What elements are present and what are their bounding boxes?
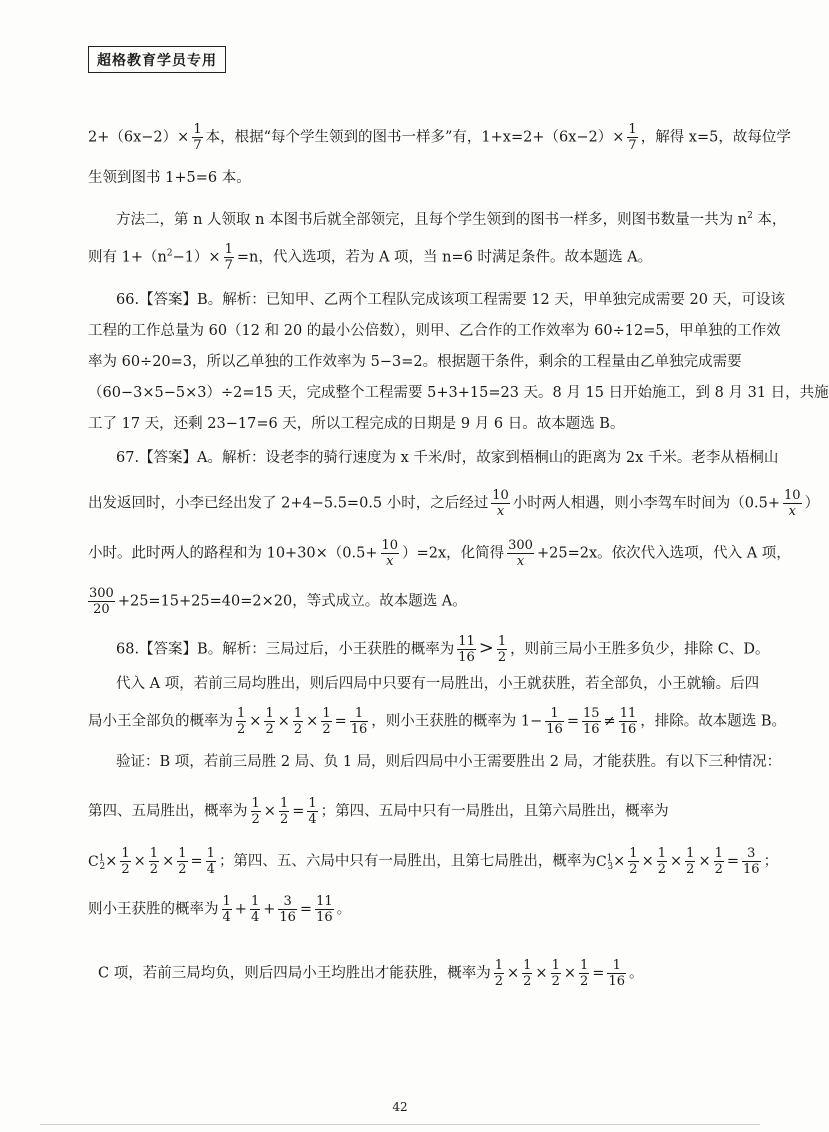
denominator: 2	[178, 862, 187, 877]
q66-line4: （60−3×5−5×3）÷2=15 天，完成整个工程需要 5+3+15=23 天。8 月 15 日开始施工，到 8 月 31 日，共施	[88, 385, 829, 401]
fraction	[619, 706, 638, 737]
times: ×	[162, 853, 175, 870]
q68-line2: 代入 A 项，若前三局均胜出，则后四局中只要有一局胜出，小王就获胜，若全部负，小王就输。后四	[116, 676, 760, 692]
numerator: 1	[523, 958, 532, 973]
denominator: 7	[628, 138, 637, 153]
fraction	[250, 894, 260, 925]
numerator: 1	[657, 846, 666, 861]
text: ，则前三局小王胜多负少，排除 C、D。	[510, 641, 770, 658]
denominator: 2	[265, 722, 274, 737]
q67-line3	[88, 538, 791, 569]
times: ×	[263, 803, 276, 820]
equals: =	[292, 803, 305, 820]
numerator: 1	[607, 958, 626, 974]
denominator: 2	[279, 812, 289, 827]
denominator: 2	[149, 862, 159, 877]
text: ）	[804, 495, 820, 512]
fraction	[222, 894, 232, 925]
denominator: 16	[279, 910, 296, 925]
numerator: 1	[714, 846, 723, 861]
fraction	[522, 958, 532, 989]
denominator: 4	[222, 910, 231, 925]
text: −1）×	[172, 249, 221, 266]
fraction	[251, 796, 261, 827]
fraction	[607, 958, 626, 989]
numerator: 1	[580, 958, 589, 973]
text: =n，代入选项，若为 A 项，当 n=6 时满足条件。故本题选 A。	[236, 249, 653, 266]
superscript: 2	[166, 248, 173, 259]
numerator: 11	[619, 706, 637, 721]
denominator: 16	[619, 722, 637, 737]
denominator: 7	[224, 258, 233, 273]
q68-line6	[88, 846, 778, 877]
c-letter: C	[88, 853, 99, 870]
numerator: 1	[497, 634, 507, 649]
fraction	[236, 706, 246, 737]
fraction	[579, 958, 589, 989]
text: 则小王获胜的概率为	[88, 901, 219, 918]
fraction	[381, 538, 400, 569]
numerator: 1	[222, 894, 231, 909]
fraction	[685, 846, 695, 877]
equals: =	[299, 901, 313, 918]
times: ×	[698, 853, 711, 870]
denominator: 16	[582, 722, 600, 737]
q68-line3	[88, 706, 786, 737]
fraction	[120, 846, 130, 877]
text: 方法二，第 n 人领取 n 本图书后就全部领完，且每个学生领到的图书一样多，则图书数量一共为 n	[116, 211, 748, 228]
numerator: 1	[551, 958, 560, 973]
numerator: 1	[279, 796, 289, 811]
combination	[595, 852, 614, 873]
denominator: 4	[250, 910, 260, 925]
denominator: x	[386, 554, 394, 569]
page-number: 42	[392, 1100, 408, 1114]
equals: =	[566, 713, 579, 730]
denominator: 2	[686, 862, 695, 877]
denominator: 2	[497, 650, 507, 665]
footer-divider	[40, 1124, 760, 1125]
numerator: 3	[742, 846, 761, 862]
q67-line1: 67.【答案】A。解析：设老李的骑行速度为 x 千米/时，故家到梧桐山的距离为 2x 千米。老李从梧桐山	[116, 450, 779, 466]
numerator: 1	[193, 122, 202, 137]
times: ×	[535, 965, 548, 982]
denominator: x	[516, 554, 525, 569]
fraction	[307, 796, 317, 827]
p2-line1	[116, 206, 786, 230]
superscript: 2	[747, 211, 753, 221]
denominator: 2	[237, 722, 246, 737]
numerator: 11	[316, 894, 333, 909]
denominator: 2	[293, 722, 303, 737]
greater-than: >	[478, 637, 494, 659]
denominator: 2	[523, 974, 532, 989]
fraction	[497, 634, 507, 665]
p2-line2	[88, 242, 652, 273]
q67-line4	[88, 586, 467, 617]
text: +25=2x。依次代入选项，代入 A 项，	[536, 545, 791, 562]
fraction	[224, 242, 234, 273]
q66-line5: 工了 17 天，还剩 23−17=6 天，所以工程完成的日期是 9 月 6 日。故本题选 B。	[88, 416, 625, 432]
fraction	[350, 706, 369, 737]
fraction	[657, 846, 667, 877]
numerator: 1	[322, 706, 331, 721]
numerator: 1	[206, 846, 215, 861]
text: 。	[629, 965, 644, 982]
denominator: x	[788, 504, 796, 519]
denominator: 2	[494, 974, 503, 989]
p1-line1	[88, 122, 791, 153]
text: ，排除。故本题选 B。	[640, 713, 786, 730]
times: ×	[105, 853, 118, 870]
text: 出发返回时，小李已经出发了 2+4−5.5=0.5 小时，之后经过	[88, 495, 489, 512]
fraction	[177, 846, 187, 877]
numerator: 1	[494, 958, 503, 973]
header-stamp: 超格教育学员专用	[88, 46, 226, 73]
q66-line3: 率为 60÷20=3，所以乙单独的工作效率为 5−3=2。根据题干条件，剩余的工程量由乙单独完成需要	[88, 354, 742, 370]
times: ×	[506, 965, 520, 982]
numerator: 1	[293, 706, 303, 721]
q66-line1: 66.【答案】B。解析：已知甲、乙两个工程队完成该项工程需要 12 天，甲单独完成需要 20 天，可设该	[116, 292, 786, 308]
numerator: 1	[629, 846, 638, 861]
denominator: 2	[121, 862, 130, 877]
q67-line2	[88, 488, 819, 519]
numerator: 1	[149, 846, 159, 861]
numerator: 10	[381, 538, 399, 553]
text: 68.【答案】B。解析：三局过后，小王获胜的概率为	[116, 641, 455, 658]
fraction	[783, 488, 802, 519]
q68-line4: 验证：B 项，若前三局胜 2 局、负 1 局，则后四局中小王需要胜出 2 局，才能获胜。有以下三种情况：	[116, 754, 782, 770]
equals: =	[726, 853, 740, 870]
numerator: 3	[278, 894, 297, 910]
subscript: 3	[607, 862, 614, 873]
numerator: 1	[251, 796, 260, 811]
denominator: 2	[657, 862, 666, 877]
fraction	[192, 122, 202, 153]
numerator: 1	[350, 706, 369, 722]
fraction	[551, 958, 561, 989]
text: ）=2x，化简得	[402, 545, 505, 562]
denominator: 16	[743, 862, 760, 877]
text: ；	[763, 853, 779, 870]
fraction	[582, 706, 601, 737]
text: 。	[336, 901, 352, 918]
denominator: 4	[308, 812, 317, 827]
times: ×	[563, 965, 577, 982]
q68-line5	[88, 796, 669, 827]
denominator: x	[496, 504, 505, 519]
denominator: 4	[206, 862, 215, 877]
denominator: 2	[251, 812, 260, 827]
text: 局小王全部负的概率为	[88, 713, 233, 730]
q66-line2: 工程的工作总量为 60（12 和 20 的最小公倍数），则甲、乙合作的工作效率为 60÷12=5，甲单独的工作效	[88, 323, 781, 339]
not-equal: ≠	[603, 713, 616, 730]
denominator: 16	[316, 910, 333, 925]
text: ；第四、五局中只有一局胜出，且第六局胜出，概率为	[320, 803, 669, 820]
superscript: 1	[606, 852, 613, 863]
numerator: 11	[458, 634, 475, 649]
fraction	[714, 846, 724, 877]
fraction	[149, 846, 159, 877]
fraction	[742, 846, 761, 877]
text: C 项，若前三局均负，则后四局小王均胜出才能获胜，概率为	[98, 965, 491, 982]
subscript: 2	[99, 862, 106, 873]
denominator: 2	[580, 974, 589, 989]
c-letter: C	[595, 853, 607, 870]
text: 2+（6x−2）×	[88, 129, 190, 146]
fraction	[545, 706, 564, 737]
superscript: 1	[98, 852, 105, 863]
equals: =	[334, 713, 347, 730]
combination	[88, 852, 106, 873]
text: 第四、五局胜出，概率为	[88, 803, 248, 820]
denominator: 16	[458, 650, 475, 665]
equals: =	[592, 965, 605, 982]
numerator: 1	[237, 706, 246, 721]
numerator: 1	[545, 706, 564, 722]
q68-line7	[88, 894, 351, 925]
fraction	[315, 894, 334, 925]
text: 本，	[752, 211, 787, 228]
times: ×	[249, 713, 262, 730]
denominator: 20	[93, 602, 110, 617]
fraction	[457, 634, 476, 665]
numerator: 1	[628, 122, 637, 137]
denominator: 16	[608, 974, 625, 989]
numerator: 10	[492, 488, 509, 503]
denominator: 7	[193, 138, 202, 153]
p1-line2: 生领到图书 1+5=6 本。	[88, 170, 251, 186]
fraction	[206, 846, 216, 877]
fraction	[494, 958, 504, 989]
fraction	[321, 706, 331, 737]
text: 小时。此时两人的路程和为 10+30×（0.5+	[88, 545, 378, 562]
times: ×	[613, 853, 626, 870]
fraction	[88, 586, 115, 617]
fraction	[491, 488, 510, 519]
denominator: 16	[350, 722, 368, 737]
text: ，解得 x=5，故每位学	[640, 129, 791, 146]
fraction	[628, 846, 638, 877]
denominator: 2	[714, 862, 723, 877]
times: ×	[641, 853, 654, 870]
plus: +	[263, 901, 276, 918]
plus: +	[234, 901, 247, 918]
text: +25=15+25=40=2×20，等式成立。故本题选 A。	[117, 593, 467, 610]
numerator: 1	[250, 894, 260, 909]
numerator: 1	[178, 846, 187, 861]
numerator: 1	[308, 796, 317, 811]
denominator: 2	[629, 862, 638, 877]
denominator: 2	[322, 722, 331, 737]
q68-line1	[116, 634, 769, 665]
numerator: 10	[784, 488, 801, 503]
fraction	[507, 538, 534, 569]
text: 本，根据“每个学生领到的图书一样多”有，1+x=2+（6x−2）×	[205, 129, 625, 146]
text: ；第四、五、六局中只有一局胜出，且第七局胜出，概率为	[218, 853, 596, 870]
numerator: 1	[686, 846, 695, 861]
numerator: 1	[121, 846, 130, 861]
times: ×	[306, 713, 319, 730]
numerator: 300	[89, 586, 114, 601]
denominator: 16	[546, 722, 563, 737]
text: ，则小王获胜的概率为 1−	[371, 713, 543, 730]
fraction	[264, 706, 274, 737]
q68-line8	[98, 958, 644, 989]
equals: =	[190, 853, 203, 870]
numerator: 1	[265, 706, 274, 721]
numerator: 300	[508, 538, 533, 553]
times: ×	[670, 853, 683, 870]
text: 小时两人相遇，则小李驾车时间为（0.5+	[512, 495, 781, 512]
denominator: 2	[551, 974, 560, 989]
numerator: 1	[224, 242, 233, 257]
text: 则有 1+（n	[88, 249, 167, 266]
fraction	[627, 122, 637, 153]
times: ×	[133, 853, 146, 870]
fraction	[278, 894, 297, 925]
fraction	[293, 706, 303, 737]
fraction	[279, 796, 289, 827]
times: ×	[277, 713, 290, 730]
numerator: 15	[582, 706, 600, 721]
